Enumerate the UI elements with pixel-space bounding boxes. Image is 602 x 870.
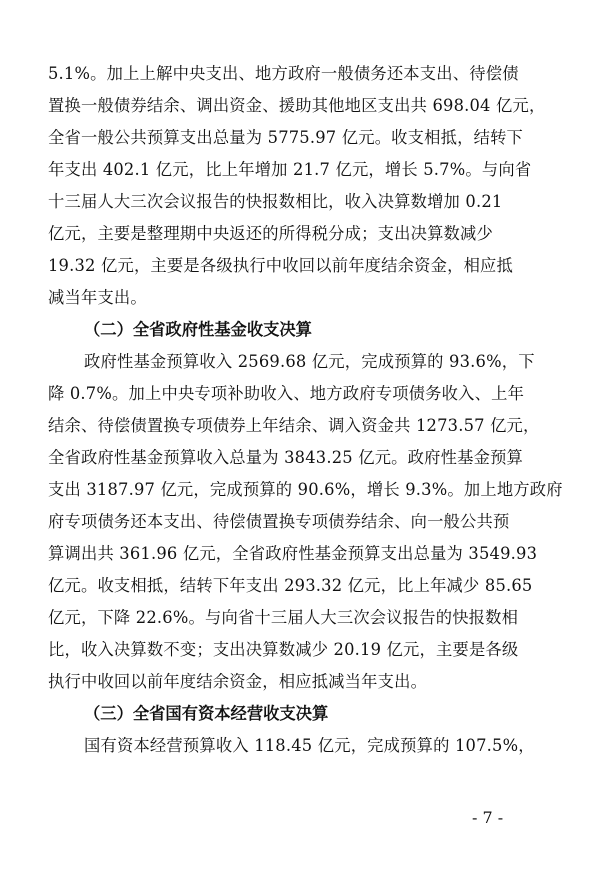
section-heading-state-capital: （三）全省国有资本经营收支决算 xyxy=(84,704,329,723)
paragraph-line: 亿元。收支相抵，结转下年支出 293.32 亿元，比上年减少 85.65 xyxy=(48,576,533,595)
paragraph-line: 置换一般债券结余、调出资金、援助其他地区支出共 698.04 亿元， xyxy=(48,96,546,115)
paragraph-line: 比，收入决算数不变；支出决算数减少 20.19 亿元，主要是各级 xyxy=(48,640,519,659)
page-number: - 7 - xyxy=(472,808,504,827)
paragraph-line: 亿元，下降 22.6%。与向省十三届人大三次会议报告的快报数相 xyxy=(48,608,519,627)
paragraph-line: 执行中收回以前年度结余资金，相应抵减当年支出。 xyxy=(48,672,428,691)
paragraph-line: 5.1%。加上上解中央支出、地方政府一般债务还本支出、待偿债 xyxy=(48,64,519,83)
section-heading-government-fund: （二）全省政府性基金收支决算 xyxy=(84,320,312,339)
paragraph-line: 全省政府性基金预算收入总量为 3843.25 亿元。政府性基金预算 xyxy=(48,448,524,467)
paragraph-line: 十三届人大三次会议报告的快报数相比，收入决算数增加 0.21 xyxy=(48,192,503,211)
paragraph-line: 降 0.7%。加上中央专项补助收入、地方政府专项债务收入、上年 xyxy=(48,384,525,403)
paragraph-line: 19.32 亿元，主要是各级执行中收回以前年度结余资金，相应抵 xyxy=(48,256,514,275)
paragraph-line: 年支出 402.1 亿元，比上年增加 21.7 亿元，增长 5.7%。与向省 xyxy=(48,160,532,179)
paragraph-line: 支出 3187.97 亿元，完成预算的 90.6%，增长 9.3%。加上地方政府 xyxy=(48,480,563,499)
paragraph-line: 减当年支出。 xyxy=(48,288,147,307)
paragraph-line: 结余、待偿债置换专项债券上年结余、调入资金共 1273.57 亿元， xyxy=(48,416,540,435)
paragraph-line: 亿元，主要是整理期中央返还的所得税分成；支出决算数减少 xyxy=(48,224,493,243)
paragraph-line: 政府性基金预算收入 2569.68 亿元，完成预算的 93.6%，下 xyxy=(84,352,535,371)
paragraph-line: 国有资本经营预算收入 118.45 亿元，完成预算的 107.5%， xyxy=(84,736,535,755)
paragraph-line: 府专项债务还本支出、待偿债置换专项债券结余、向一般公共预 xyxy=(48,512,510,531)
paragraph-line: 全省一般公共预算支出总量为 5775.97 亿元。收支相抵，结转下 xyxy=(48,128,524,147)
paragraph-line: 算调出共 361.96 亿元，全省政府性基金预算支出总量为 3549.93 xyxy=(48,544,538,563)
